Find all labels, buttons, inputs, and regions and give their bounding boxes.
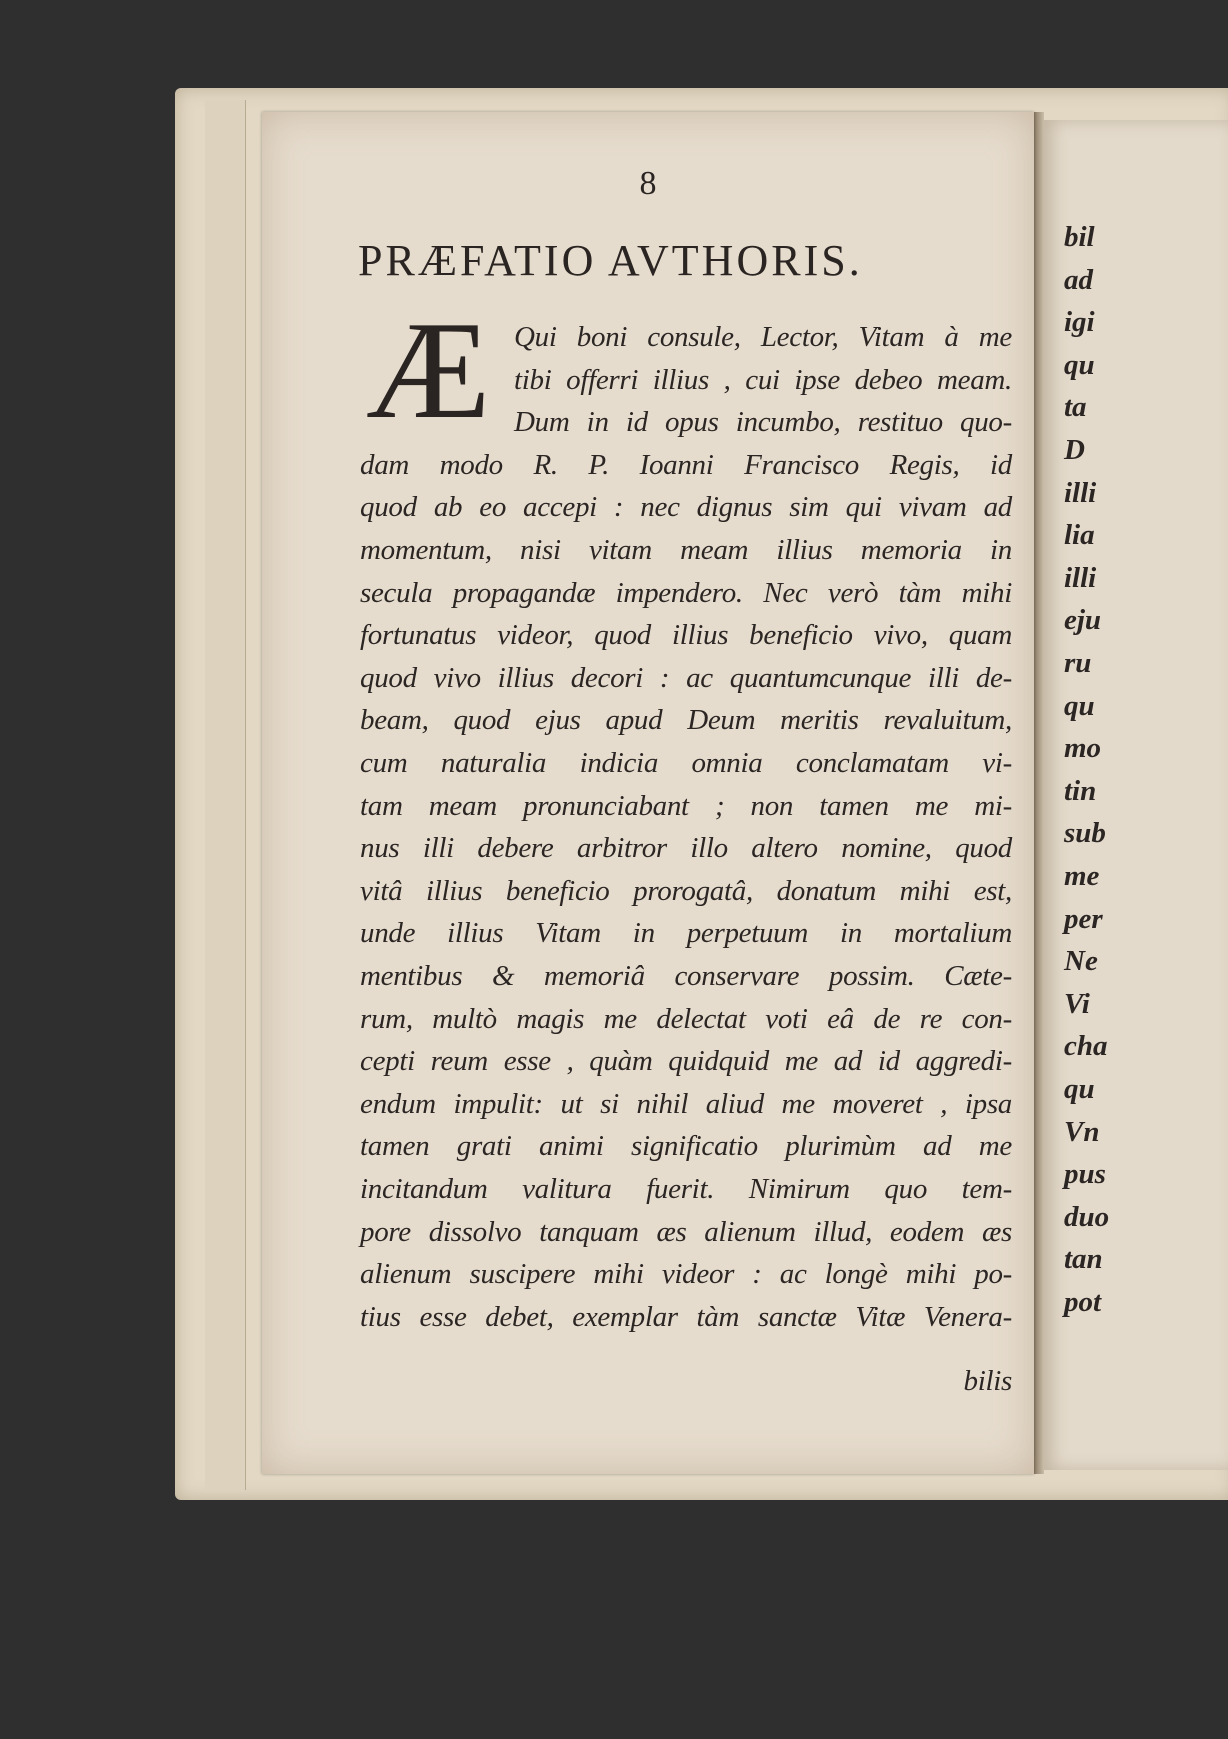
text-line: dam modo R. P. Ioanni Francisco Regis, id	[360, 448, 1012, 481]
right-page-fragment: pot	[1064, 1286, 1102, 1318]
right-page-fragment: igi	[1064, 306, 1095, 339]
right-page-fragment: illi	[1064, 561, 1097, 594]
text-line: alienum suscipere mihi videor : ac longè mihi po-	[360, 1258, 1012, 1291]
right-page-fragment: qu	[1064, 1073, 1095, 1105]
text-line: cepti reum esse , quàm quidquid me ad id aggredi-	[360, 1045, 1012, 1078]
right-page-fragment: qu	[1064, 689, 1095, 722]
text-line: tius esse debet, exemplar tàm sanctæ Vitæ Venera-	[360, 1300, 1012, 1333]
right-page-fragment: per	[1064, 902, 1103, 935]
text-line: mentibus & memoriâ conservare possim. Cæte-	[360, 960, 1012, 992]
text-line: fortunatus videor, quod illius beneficio vivo, quam	[360, 619, 1012, 652]
right-page-fragment: ad	[1064, 263, 1093, 296]
text-line: tamen grati animi significatio plurimùm ad me	[360, 1130, 1012, 1163]
catchword: bilis	[963, 1365, 1012, 1398]
text-line: beam, quod ejus apud Deum meritis revaluitum,	[360, 704, 1012, 737]
text-line: tibi offerri illius , cui ipse debeo meam.	[514, 363, 1012, 396]
text-line: quod ab eo accepi : nec dignus sim qui vivam ad	[360, 491, 1012, 524]
right-page-fragment: qu	[1064, 348, 1095, 381]
text-line: cum naturalia indicia omnia conclamatam vi-	[360, 747, 1012, 779]
text-line: momentum, nisi vitam meam illius memoria in	[360, 534, 1012, 566]
page-edges	[205, 100, 246, 1490]
left-page	[262, 112, 1034, 1474]
right-page-fragment: tan	[1064, 1243, 1103, 1276]
right-page-fragment: Vi	[1064, 987, 1090, 1020]
right-page-fragment: ru	[1064, 647, 1092, 679]
text-line: vitâ illius beneficio prorogatâ, donatum mihi est,	[360, 874, 1012, 907]
right-page-fragment: D	[1064, 434, 1085, 466]
drop-cap-initial: Æ	[366, 293, 491, 448]
text-line: Dum in id opus incumbo, restituo quo-	[514, 406, 1012, 439]
book-gutter	[1034, 112, 1044, 1474]
right-page-fragment: pus	[1064, 1158, 1106, 1191]
right-page-fragment: me	[1064, 860, 1100, 892]
text-line: incitandum valitura fuerit. Nimirum quo tem-	[360, 1173, 1012, 1205]
text-line: nus illi debere arbitror illo altero nomine, quod	[360, 832, 1012, 865]
text-line: tam meam pronunciabant ; non tamen me mi-	[360, 789, 1012, 822]
right-page-fragment: lia	[1064, 519, 1095, 552]
right-page-fragment: eju	[1064, 604, 1102, 637]
text-line: rum, multò magis me delectat voti eâ de re con-	[360, 1002, 1012, 1035]
text-line: endum impulit: ut si nihil aliud me moveret , ipsa	[360, 1087, 1012, 1120]
text-line: Qui boni consule, Lector, Vitam à me	[514, 321, 1012, 353]
right-page-fragment: cha	[1064, 1030, 1108, 1063]
page-title: PRÆFATIO AVTHORIS.	[358, 236, 863, 285]
right-page-fragment: sub	[1064, 817, 1106, 850]
right-page-fragment: illi	[1064, 476, 1097, 509]
right-page-fragment: Vn	[1064, 1115, 1100, 1148]
text-line: quod vivo illius decori : ac quantumcunque illi de-	[360, 661, 1012, 694]
right-page-fragment: duo	[1064, 1200, 1110, 1233]
right-page	[1044, 120, 1228, 1470]
text-line: unde illius Vitam in perpetuum in mortalium	[360, 917, 1012, 950]
right-page-fragment: Ne	[1064, 945, 1098, 978]
right-page-fragment: bil	[1064, 221, 1095, 253]
right-page-fragment: mo	[1064, 732, 1102, 765]
text-line: pore dissolvo tanquam æs alienum illud, eodem æs	[360, 1215, 1012, 1248]
page-number: 8	[639, 165, 657, 202]
text-line: secula propagandæ impendero. Nec verò tàm mihi	[360, 576, 1012, 609]
right-page-fragment: tin	[1064, 774, 1097, 807]
right-page-fragment: ta	[1064, 391, 1087, 424]
